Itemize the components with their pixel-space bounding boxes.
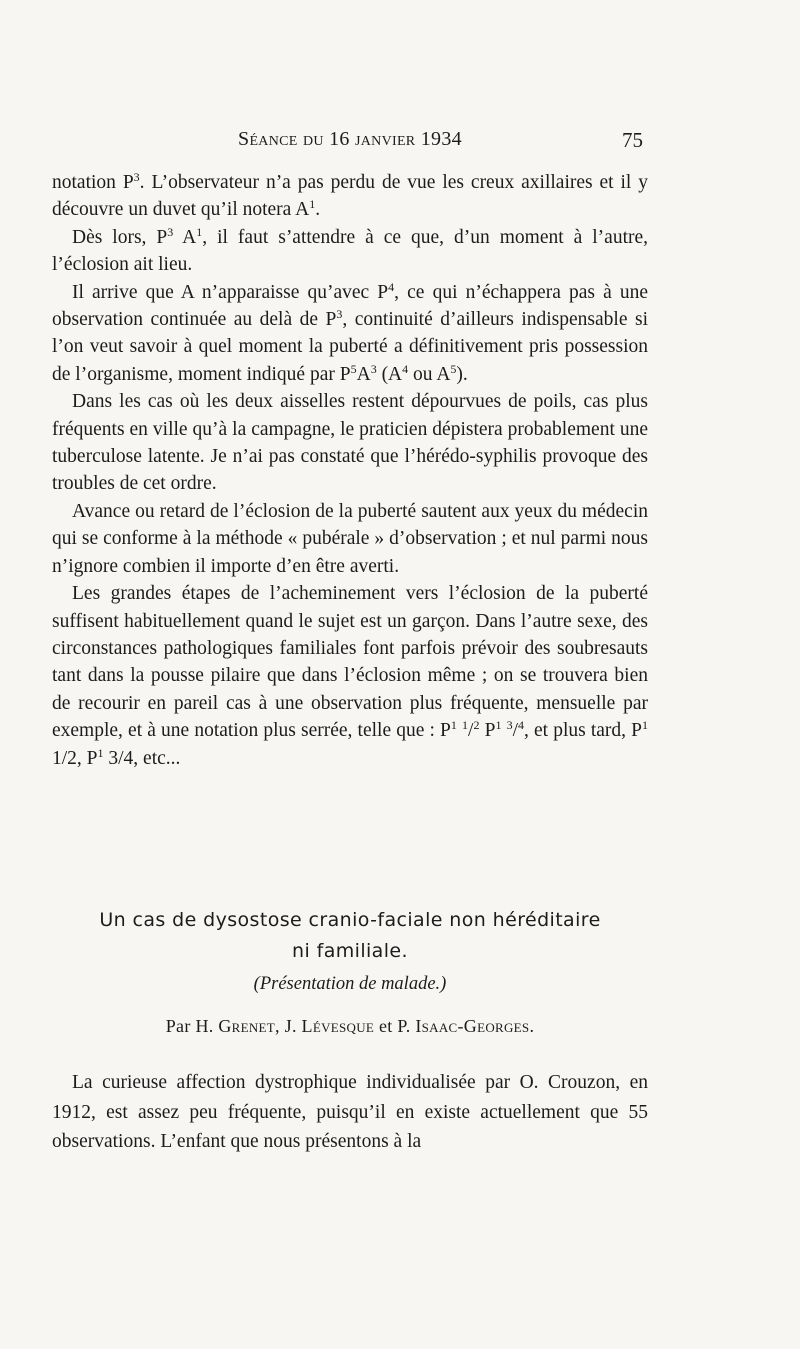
text-run: , continuité d’ailleurs indispensable si l’on veut savoir à quel moment la puberté a définitivement pris possession de l’organisme, moment indiqué par P — [52, 309, 648, 385]
superscript: 3 — [506, 718, 513, 733]
authors-et: et — [379, 1016, 393, 1036]
running-head — [52, 128, 648, 151]
author-grenet: H. Grenet, — [195, 1016, 280, 1036]
superscript: 1 — [97, 745, 104, 760]
superscript: 1 — [462, 718, 469, 733]
superscript: 1 — [309, 197, 316, 212]
superscript: 3 — [167, 224, 174, 239]
superscript: 4 — [518, 718, 525, 733]
article-text — [52, 1068, 648, 1157]
article-title — [52, 905, 648, 967]
superscript: 5 — [450, 361, 457, 376]
text-run: . L’observateur n’a pas perdu de vue les creux axillaires et il y découvre un duvet qu’il notera A — [52, 172, 648, 221]
paragraph-6 — [52, 580, 648, 772]
superscript: 1 — [450, 718, 457, 733]
text-run: notation P — [52, 172, 134, 193]
text-run: ou A — [408, 363, 451, 385]
article-title-line-1: Un cas de dysostose cranio-faciale non héréditaire — [99, 909, 601, 931]
text-run: 3/4, etc... — [103, 747, 181, 769]
superscript: 4 — [402, 361, 409, 376]
paragraph-1 — [52, 169, 648, 224]
superscript: 3 — [370, 361, 377, 376]
text-run: Il arrive que A n’apparaisse qu’avec P — [72, 281, 389, 303]
superscript: 3 — [133, 170, 140, 184]
article-presentation: (Présentation de malade.) — [253, 974, 447, 994]
running-head-month: janvier — [355, 128, 416, 150]
text-run: , ce qui n’échappera pas à une observation continuée au delà de P — [52, 281, 649, 331]
running-head-year: 1934 — [420, 128, 462, 150]
text-run: A — [173, 226, 197, 248]
article-authors — [52, 1016, 648, 1037]
text-run: A — [356, 363, 371, 385]
author-isaac-georges: P. Isaac-Georges. — [397, 1016, 535, 1036]
text-run: Les grandes étapes de l’acheminement vers l’éclosion de la puberté suffisent habituellement quand le sujet est un garçon. Dans l’autre sexe, des circonstances pathologiques familiales font parfois prévoir des soubresauts tant dans la pousse pilaire que dans l’éclosion même ; on se trouvera bien de recourir en pareil cas à une observation plus fréquente, mensuelle par exemple, et à une notation plus serrée, telle que : P — [52, 583, 648, 742]
text-run: (A — [376, 363, 403, 385]
text-run: / — [512, 720, 519, 742]
article-title-line-2: ni familiale. — [292, 940, 408, 962]
paragraph-2 — [52, 224, 648, 279]
superscript: 4 — [388, 279, 395, 294]
text-run: / — [468, 720, 474, 742]
text-run: P — [479, 720, 496, 742]
text-run: ). — [456, 363, 468, 385]
text-run: , et plus tard, P — [524, 720, 643, 742]
body-text — [52, 169, 648, 772]
text-run: , il faut s’attendre à ce que, d’un moment à l’autre, l’éclosion ait lieu. — [52, 226, 649, 276]
authors-par: Par — [165, 1016, 191, 1036]
running-head-day: 16 — [329, 128, 350, 150]
running-head-seance: Séance — [238, 128, 298, 150]
superscript: 3 — [336, 307, 343, 322]
superscript: 1 — [642, 718, 649, 733]
paragraph-3 — [52, 279, 648, 389]
superscript: 5 — [350, 361, 357, 376]
running-head-du: du — [302, 128, 324, 150]
superscript: 2 — [473, 718, 480, 733]
paragraph-4: Dans les cas où les deux aisselles restent dépourvues de poils, cas plus fréquents en ville qu’à la campagne, le praticien dépistera probablement une tuberculose latente. Je n’ai pas constaté que l’hérédo-syphilis provoque des troubles de cet ordre. — [52, 391, 648, 495]
author-levesque: J. Lévesque — [284, 1016, 375, 1036]
text-run: 1/2, P — [52, 747, 98, 769]
text-run: Dès lors, P — [72, 226, 168, 248]
page-number: 75 — [622, 128, 643, 152]
article-intro-paragraph: La curieuse affection dystrophique individualisée par O. Crouzon, en 1912, est assez peu fréquente, puisqu’il en existe actuellement que 55 observations. L’enfant que nous présentons à la — [52, 1072, 648, 1152]
paragraph-5: Avance ou retard de l’éclosion de la puberté sautent aux yeux du médecin qui se conforme à la méthode « pubérale » d’observation ; et nul parmi nous n’ignore combien il importe d’en être averti. — [52, 500, 648, 577]
superscript: 1 — [196, 224, 203, 239]
text-run: . — [315, 199, 321, 221]
superscript: 1 — [495, 718, 502, 733]
